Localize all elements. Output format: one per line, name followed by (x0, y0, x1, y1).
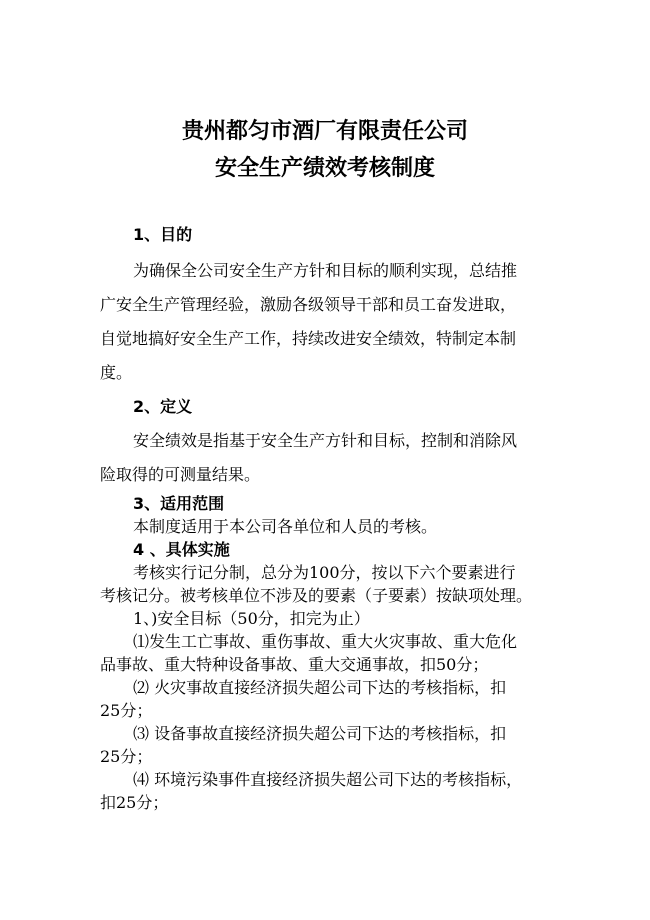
section-heading-definition: 2、定义 (133, 397, 193, 416)
impl-line-2: 考核记分。被考核单位不涉及的要素（子要素）按缺项处理。 (100, 586, 533, 605)
impl-line-11: 扣25分； (100, 793, 169, 812)
impl-line-10: ⑷ 环境污染事件直接经济损失超公司下达的考核指标， (133, 770, 523, 789)
impl-line-4: ⑴发生工亡事故、重伤事故、重大火灾事故、重大危化 (133, 632, 518, 651)
impl-line-6: ⑵ 火灾事故直接经济损失超公司下达的考核指标，扣 (133, 678, 507, 697)
purpose-line-3: 自觉地搞好安全生产工作，持续改进安全绩效，特制定本制 (100, 329, 517, 348)
purpose-line-1: 为确保全公司安全生产方针和目标的顺利实现，总结推 (133, 261, 518, 280)
impl-line-9: 25分； (100, 747, 153, 766)
impl-line-7: 25分； (100, 701, 153, 720)
purpose-line-2: 广安全生产管理经验，激励各级领导干部和员工奋发进取， (100, 295, 517, 314)
impl-line-5: 品事故、重大特种设备事故、重大交通事故，扣50分； (100, 655, 489, 674)
definition-line-2: 险取得的可测量结果。 (100, 465, 261, 484)
impl-line-8: ⑶ 设备事故直接经济损失超公司下达的考核指标，扣 (133, 724, 507, 743)
impl-line-1: 考核实行记分制，总分为100分，按以下六个要素进行 (133, 563, 516, 582)
purpose-line-4: 度。 (100, 363, 133, 382)
section-heading-implementation: 4 、具体实施 (133, 540, 230, 559)
document-title: 安全生产绩效考核制度 (214, 156, 435, 181)
section-heading-scope: 3、适用范围 (133, 494, 225, 513)
definition-line-1: 安全绩效是指基于安全生产方针和目标，控制和消除风 (133, 431, 518, 450)
company-title: 贵州都匀市酒厂有限责任公司 (181, 119, 468, 144)
scope-line-1: 本制度适用于本公司各单位和人员的考核。 (133, 517, 438, 536)
impl-line-3: 1、)安全目标（50分，扣完为止） (133, 609, 370, 628)
section-heading-purpose: 1、目的 (133, 225, 193, 244)
